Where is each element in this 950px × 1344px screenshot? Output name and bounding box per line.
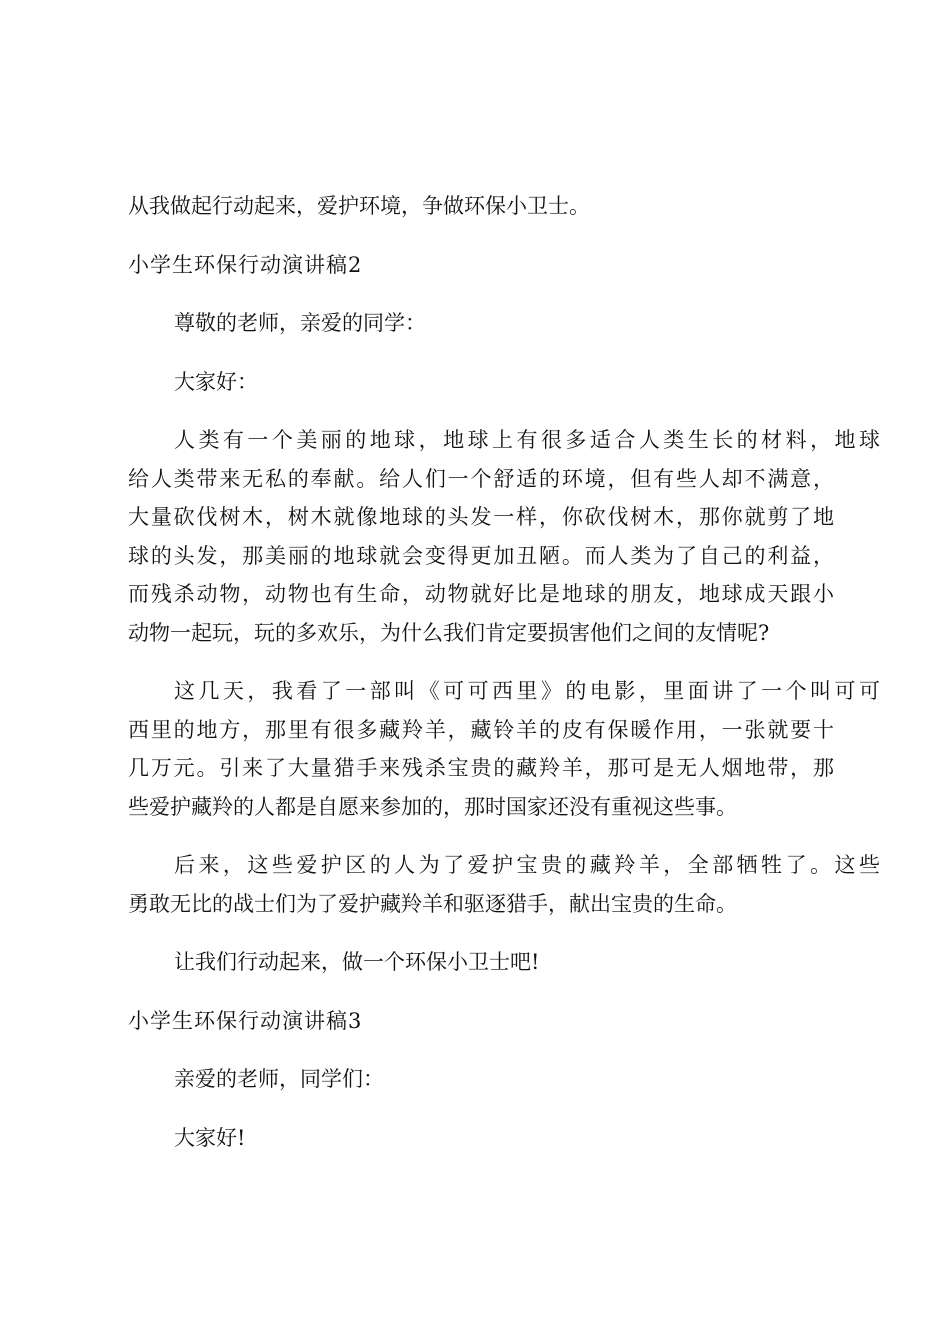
paragraph-greeting xyxy=(128,1119,834,1158)
paragraph-closing xyxy=(128,943,834,982)
text-line: 给人类带来无私的奉献。给人们一个舒适的环境，但有些人却不满意， xyxy=(128,466,834,491)
text-line: 几万元。引来了大量猎手来残杀宝贵的藏羚羊，那可是无人烟地带，那 xyxy=(128,756,834,780)
text-line: 大量砍伐树木，树木就像地球的头发一样，你砍伐树木，那你就剪了地 xyxy=(128,505,834,529)
text-line: 些爱护藏羚的人都是自愿来参加的，那时国家还没有重视这些事。 xyxy=(128,794,737,819)
paragraph-greeting xyxy=(128,363,834,402)
text-line: 西里的地方，那里有很多藏羚羊，藏铃羊的皮有保暖作用，一张就要十 xyxy=(128,717,834,742)
paragraph-salutation xyxy=(128,304,834,343)
text-line: 尊敬的老师，亲爱的同学： xyxy=(174,311,426,335)
paragraph-body xyxy=(128,421,880,652)
text-line: 后来，这些爱护区的人为了爱护宝贵的藏羚羊，全部牺牲了。这些 xyxy=(174,853,880,877)
text-line: 动物一起玩，玩的多欢乐，为什么我们肯定要损害他们之间的友情呢? xyxy=(128,620,770,645)
text-line: 从我做起行动起来，爱护环境，争做环保小卫士。 xyxy=(128,194,590,218)
text-line: 球的头发，那美丽的地球就会变得更加丑陋。而人类为了自己的利益， xyxy=(128,543,834,568)
paragraph-salutation xyxy=(128,1060,834,1099)
paragraph-continuation xyxy=(128,187,834,226)
text-line: 这几天，我看了一部叫《可可西里》的电影，里面讲了一个叫可可 xyxy=(174,679,880,703)
text-line: 让我们行动起来，做一个环保小卫士吧! xyxy=(174,950,540,974)
document-body xyxy=(128,187,880,1157)
section-heading: 小学生环保行动演讲稿3 xyxy=(128,1008,363,1033)
paragraph-body xyxy=(128,672,880,826)
text-line: 而残杀动物，动物也有生命，动物就好比是地球的朋友，地球成天跟小 xyxy=(128,582,834,606)
section-heading: 小学生环保行动演讲稿2 xyxy=(128,252,363,277)
text-line: 大家好： xyxy=(174,369,258,394)
text-line: 亲爱的老师，同学们： xyxy=(174,1067,384,1091)
text-line: 大家好! xyxy=(174,1125,246,1150)
text-line: 勇敢无比的战士们为了爱护藏羚羊和驱逐猎手，献出宝贵的生命。 xyxy=(128,891,737,916)
text-line: 人类有一个美丽的地球，地球上有很多适合人类生长的材料，地球 xyxy=(174,428,880,452)
paragraph-body xyxy=(128,846,880,923)
